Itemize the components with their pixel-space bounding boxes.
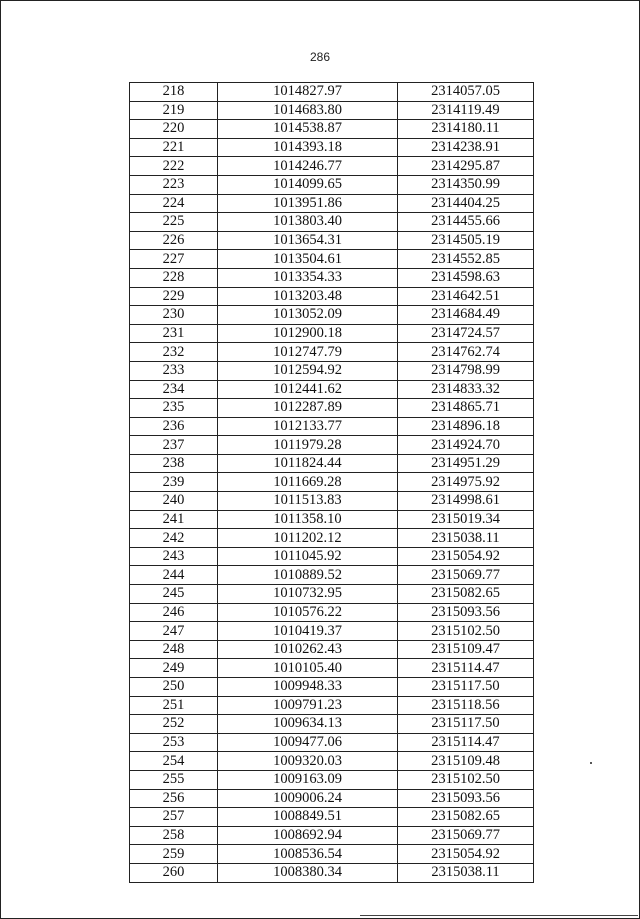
x-coordinate-cell: 1009320.03	[218, 752, 398, 771]
point-number-cell: 259	[130, 845, 218, 864]
table-row	[130, 585, 534, 604]
table-row	[130, 770, 534, 789]
x-coordinate-cell: 1013803.40	[218, 213, 398, 232]
point-number-cell: 256	[130, 789, 218, 808]
x-coordinate-cell: 1014538.87	[218, 120, 398, 139]
table-row	[130, 138, 534, 157]
point-number-cell: 243	[130, 547, 218, 566]
x-coordinate-cell: 1010419.37	[218, 622, 398, 641]
point-number-cell: 247	[130, 622, 218, 641]
point-number-cell: 220	[130, 120, 218, 139]
y-coordinate-cell: 2314896.18	[398, 417, 534, 436]
y-coordinate-cell: 2315109.47	[398, 640, 534, 659]
point-number-cell: 218	[130, 83, 218, 102]
x-coordinate-cell: 1011202.12	[218, 529, 398, 548]
x-coordinate-cell: 1011669.28	[218, 473, 398, 492]
x-coordinate-cell: 1014099.65	[218, 175, 398, 194]
x-coordinate-cell: 1011045.92	[218, 547, 398, 566]
point-number-cell: 246	[130, 603, 218, 622]
x-coordinate-cell: 1013203.48	[218, 287, 398, 306]
x-coordinate-cell: 1014683.80	[218, 101, 398, 120]
x-coordinate-cell: 1013052.09	[218, 306, 398, 325]
bottom-scan-edge	[360, 915, 638, 916]
y-coordinate-cell: 2314833.32	[398, 380, 534, 399]
x-coordinate-cell: 1009634.13	[218, 715, 398, 734]
point-number-cell: 221	[130, 138, 218, 157]
point-number-cell: 242	[130, 529, 218, 548]
point-number-cell: 223	[130, 175, 218, 194]
table-row	[130, 194, 534, 213]
x-coordinate-cell: 1012594.92	[218, 361, 398, 380]
y-coordinate-cell: 2314119.49	[398, 101, 534, 120]
page-number: 286	[309, 50, 331, 64]
y-coordinate-cell: 2315114.47	[398, 733, 534, 752]
table-row	[130, 399, 534, 418]
point-number-cell: 258	[130, 826, 218, 845]
x-coordinate-cell: 1014393.18	[218, 138, 398, 157]
table-row	[130, 175, 534, 194]
y-coordinate-cell: 2314057.05	[398, 83, 534, 102]
table-row	[130, 417, 534, 436]
y-coordinate-cell: 2314998.61	[398, 492, 534, 511]
point-number-cell: 230	[130, 306, 218, 325]
y-coordinate-cell: 2315114.47	[398, 659, 534, 678]
point-number-cell: 241	[130, 510, 218, 529]
y-coordinate-cell: 2314598.63	[398, 268, 534, 287]
table-row	[130, 324, 534, 343]
x-coordinate-cell: 1010889.52	[218, 566, 398, 585]
x-coordinate-cell: 1012133.77	[218, 417, 398, 436]
table-row	[130, 492, 534, 511]
x-coordinate-cell: 1012747.79	[218, 343, 398, 362]
y-coordinate-cell: 2315069.77	[398, 826, 534, 845]
y-coordinate-cell: 2314552.85	[398, 250, 534, 269]
x-coordinate-cell: 1014246.77	[218, 157, 398, 176]
x-coordinate-cell: 1009948.33	[218, 678, 398, 697]
y-coordinate-cell: 2314642.51	[398, 287, 534, 306]
y-coordinate-cell: 2315069.77	[398, 566, 534, 585]
table-row	[130, 380, 534, 399]
point-number-cell: 239	[130, 473, 218, 492]
table-row	[130, 547, 534, 566]
table-row	[130, 306, 534, 325]
table-row	[130, 473, 534, 492]
coordinates-table	[129, 82, 534, 883]
table-row	[130, 752, 534, 771]
table-row	[130, 120, 534, 139]
table-row	[130, 622, 534, 641]
y-coordinate-cell: 2314238.91	[398, 138, 534, 157]
y-coordinate-cell: 2315082.65	[398, 808, 534, 827]
point-number-cell: 240	[130, 492, 218, 511]
y-coordinate-cell: 2314798.99	[398, 361, 534, 380]
table-row	[130, 101, 534, 120]
table-row	[130, 789, 534, 808]
point-number-cell: 253	[130, 733, 218, 752]
table-row	[130, 436, 534, 455]
y-coordinate-cell: 2315093.56	[398, 789, 534, 808]
y-coordinate-cell: 2315117.50	[398, 678, 534, 697]
y-coordinate-cell: 2314295.87	[398, 157, 534, 176]
x-coordinate-cell: 1008692.94	[218, 826, 398, 845]
y-coordinate-cell: 2314975.92	[398, 473, 534, 492]
table-row	[130, 566, 534, 585]
y-coordinate-cell: 2315019.34	[398, 510, 534, 529]
table-row	[130, 250, 534, 269]
table-row	[130, 733, 534, 752]
x-coordinate-cell: 1011513.83	[218, 492, 398, 511]
y-coordinate-cell: 2315109.48	[398, 752, 534, 771]
x-coordinate-cell: 1008380.34	[218, 863, 398, 882]
x-coordinate-cell: 1011979.28	[218, 436, 398, 455]
table-row	[130, 83, 534, 102]
table-row	[130, 659, 534, 678]
x-coordinate-cell: 1010262.43	[218, 640, 398, 659]
y-coordinate-cell: 2314684.49	[398, 306, 534, 325]
x-coordinate-cell: 1014827.97	[218, 83, 398, 102]
point-number-cell: 236	[130, 417, 218, 436]
table-row	[130, 213, 534, 232]
y-coordinate-cell: 2314505.19	[398, 231, 534, 250]
point-number-cell: 252	[130, 715, 218, 734]
point-number-cell: 229	[130, 287, 218, 306]
y-coordinate-cell: 2315054.92	[398, 845, 534, 864]
y-coordinate-cell: 2314924.70	[398, 436, 534, 455]
y-coordinate-cell: 2315117.50	[398, 715, 534, 734]
point-number-cell: 235	[130, 399, 218, 418]
point-number-cell: 255	[130, 770, 218, 789]
point-number-cell: 227	[130, 250, 218, 269]
y-coordinate-cell: 2315118.56	[398, 696, 534, 715]
point-number-cell: 228	[130, 268, 218, 287]
x-coordinate-cell: 1012900.18	[218, 324, 398, 343]
y-coordinate-cell: 2314762.74	[398, 343, 534, 362]
table-row	[130, 157, 534, 176]
y-coordinate-cell: 2315054.92	[398, 547, 534, 566]
y-coordinate-cell: 2314350.99	[398, 175, 534, 194]
point-number-cell: 244	[130, 566, 218, 585]
point-number-cell: 250	[130, 678, 218, 697]
table-row	[130, 454, 534, 473]
table-row	[130, 808, 534, 827]
y-coordinate-cell: 2314951.29	[398, 454, 534, 473]
y-coordinate-cell: 2315102.50	[398, 770, 534, 789]
x-coordinate-cell: 1009006.24	[218, 789, 398, 808]
point-number-cell: 238	[130, 454, 218, 473]
x-coordinate-cell: 1009791.23	[218, 696, 398, 715]
table-row	[130, 361, 534, 380]
point-number-cell: 232	[130, 343, 218, 362]
x-coordinate-cell: 1010105.40	[218, 659, 398, 678]
point-number-cell: 222	[130, 157, 218, 176]
table-row	[130, 287, 534, 306]
point-number-cell: 219	[130, 101, 218, 120]
x-coordinate-cell: 1008849.51	[218, 808, 398, 827]
coordinates-table-body	[130, 83, 534, 883]
point-number-cell: 231	[130, 324, 218, 343]
x-coordinate-cell: 1008536.54	[218, 845, 398, 864]
x-coordinate-cell: 1010732.95	[218, 585, 398, 604]
point-number-cell: 245	[130, 585, 218, 604]
x-coordinate-cell: 1009163.09	[218, 770, 398, 789]
x-coordinate-cell: 1009477.06	[218, 733, 398, 752]
table-row	[130, 845, 534, 864]
y-coordinate-cell: 2314180.11	[398, 120, 534, 139]
y-coordinate-cell: 2315038.11	[398, 529, 534, 548]
point-number-cell: 233	[130, 361, 218, 380]
table-row	[130, 529, 534, 548]
scan-speck	[590, 762, 592, 764]
y-coordinate-cell: 2315102.50	[398, 622, 534, 641]
x-coordinate-cell: 1011358.10	[218, 510, 398, 529]
table-row	[130, 715, 534, 734]
point-number-cell: 226	[130, 231, 218, 250]
table-row	[130, 603, 534, 622]
x-coordinate-cell: 1012287.89	[218, 399, 398, 418]
table-row	[130, 231, 534, 250]
y-coordinate-cell: 2315038.11	[398, 863, 534, 882]
point-number-cell: 237	[130, 436, 218, 455]
table-row	[130, 826, 534, 845]
y-coordinate-cell: 2314865.71	[398, 399, 534, 418]
x-coordinate-cell: 1013951.86	[218, 194, 398, 213]
table-row	[130, 863, 534, 882]
table-row	[130, 343, 534, 362]
table-row	[130, 268, 534, 287]
x-coordinate-cell: 1013504.61	[218, 250, 398, 269]
x-coordinate-cell: 1011824.44	[218, 454, 398, 473]
y-coordinate-cell: 2315093.56	[398, 603, 534, 622]
table-row	[130, 696, 534, 715]
point-number-cell: 234	[130, 380, 218, 399]
x-coordinate-cell: 1012441.62	[218, 380, 398, 399]
x-coordinate-cell: 1010576.22	[218, 603, 398, 622]
x-coordinate-cell: 1013354.33	[218, 268, 398, 287]
point-number-cell: 248	[130, 640, 218, 659]
table-row	[130, 510, 534, 529]
x-coordinate-cell: 1013654.31	[218, 231, 398, 250]
y-coordinate-cell: 2314455.66	[398, 213, 534, 232]
y-coordinate-cell: 2315082.65	[398, 585, 534, 604]
point-number-cell: 251	[130, 696, 218, 715]
point-number-cell: 260	[130, 863, 218, 882]
table-row	[130, 640, 534, 659]
point-number-cell: 224	[130, 194, 218, 213]
point-number-cell: 254	[130, 752, 218, 771]
point-number-cell: 249	[130, 659, 218, 678]
point-number-cell: 257	[130, 808, 218, 827]
y-coordinate-cell: 2314404.25	[398, 194, 534, 213]
table-row	[130, 678, 534, 697]
y-coordinate-cell: 2314724.57	[398, 324, 534, 343]
point-number-cell: 225	[130, 213, 218, 232]
